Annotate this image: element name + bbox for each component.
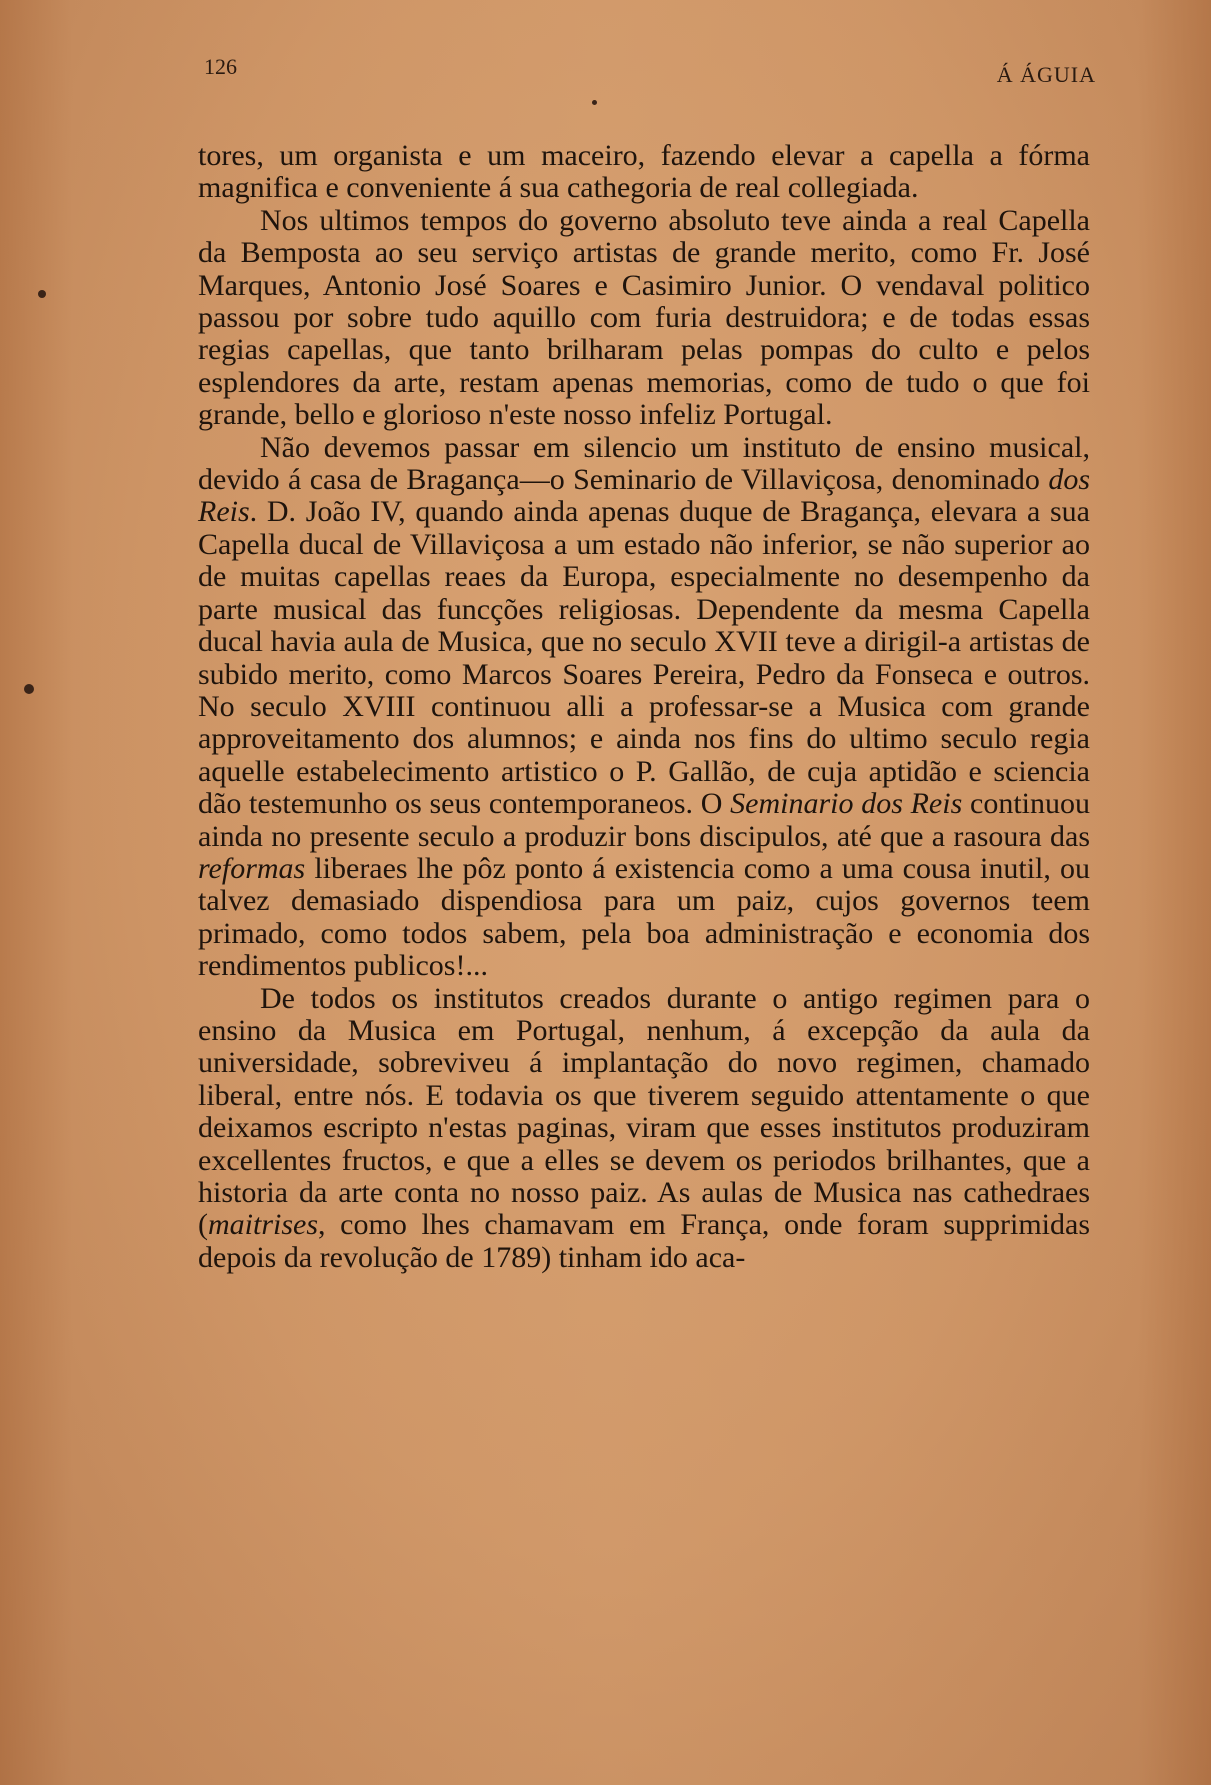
text-run: continuou ainda no presente seculo a produzir bons discipulos, até que a rasoura das — [198, 787, 1090, 853]
italic-text: dos Reis — [198, 463, 1090, 529]
text-run: De todos os institutos creados durante o antigo regimen para o ensino da Musica em Portugal, nenhum, á excepção da aula da universidade, sobreviveu á implantação do novo regimen, chamado liberal, entre nós. E todavia os que tiverem seguido attentamente o que deixamos escripto n'estas paginas, viram que esses institutos produziram excellentes fructos, e que a elles se devem os periodos brilhantes, que a historia da arte conta no nosso paiz. As aulas de Musica nas cathedraes ( — [198, 981, 1090, 1242]
ink-fleck — [592, 100, 597, 105]
paragraph — [198, 983, 1090, 1275]
paragraph — [198, 140, 1090, 205]
page-header — [204, 54, 1096, 94]
ink-fleck — [38, 290, 46, 298]
paragraph — [198, 432, 1090, 983]
ink-fleck — [24, 684, 34, 694]
text-run: . D. João IV, quando ainda apenas duque de Bragança, elevara a sua Capella ducal de Villaviçosa a um estado não inferior, se não superior ao de muitas capellas reaes da Europa, especialmente no desempenho da parte musical das funcções religiosas. Dependente da mesma Capella ducal havia aula de Musica, que no seculo XVII teve a dirigil-a artistas de subido merito, como Marcos Soares Pereira, Pedro da Fonseca e outros. No seculo XVIII continuou alli a professar-se a Musica com grande approveitamento dos alumnos; e ainda nos fins do ultimo seculo regia aquelle estabelecimento artistico o P. Gallão, de cuja aptidão e sciencia dão testemunho os seus contemporaneos. O — [198, 495, 1090, 821]
text-run: Nos ultimos tempos do governo absoluto teve ainda a real Capella da Bemposta ao seu serviço artistas de grande merito, como Fr. José Marques, Antonio José Soares e Casimiro Junior. O vendaval politico passou por sobre tudo aquillo com furia destruidora; e de todas essas regias capellas, que tanto brilharam pelas pompas do culto e pelos esplendores da arte, restam apenas memorias, como de tudo o que foi grande, bello e glorioso n'este nosso infeliz Portugal. — [198, 203, 1090, 432]
text-run: liberaes lhe pôz ponto á existencia como a uma cousa inutil, ou talvez demasiado dispendiosa para um paiz, cujos governos teem primado, como todos sabem, pela boa administração e economia dos rendimentos publicos!... — [198, 851, 1090, 983]
text-run: Não devemos passar em silencio um instituto de ensino musical, devido á casa de Bragança—o Seminario de Villaviçosa, denominado — [198, 430, 1090, 497]
text-run: , como lhes chamavam em França, onde foram supprimidas depois da revolução de 1789) tinham ido aca- — [198, 1208, 1090, 1274]
paragraph — [198, 205, 1090, 432]
italic-text: Seminario dos Reis — [730, 787, 963, 821]
body-text — [198, 140, 1090, 1274]
text-run: tores, um organista e um maceiro, fazendo elevar a capella a fórma magnifica e conveniente á sua cathegoria de real collegiada. — [198, 139, 1090, 205]
page-number: 126 — [204, 54, 237, 79]
running-title: Á ÁGUIA — [996, 62, 1096, 87]
italic-text: maitrises — [208, 1208, 319, 1242]
italic-text: reformas — [198, 851, 306, 885]
